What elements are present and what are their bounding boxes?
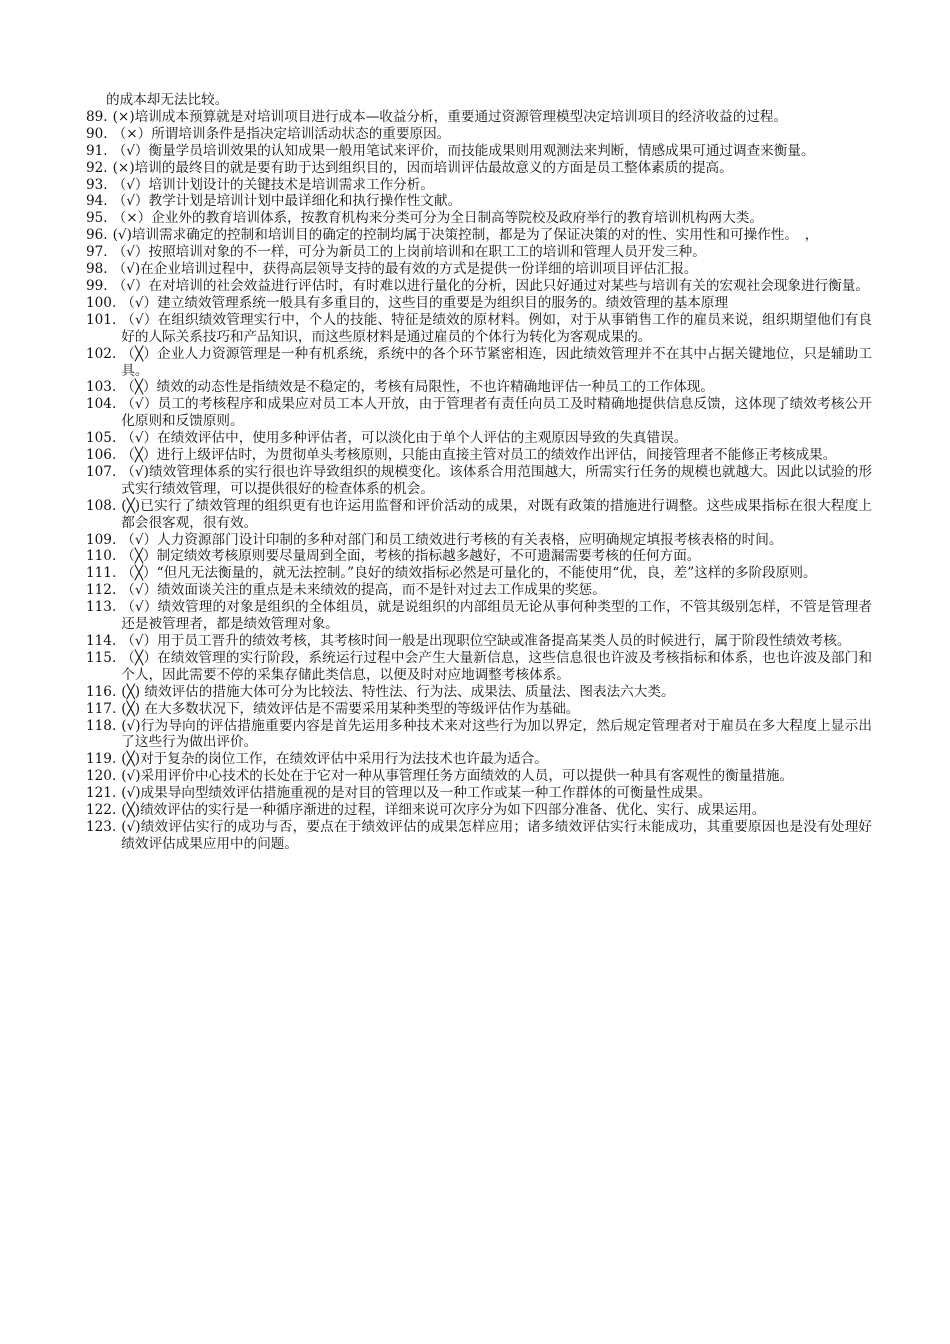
item-number: 122. xyxy=(86,802,117,819)
item-text: （╳）制定绩效考核原则要尽量周到全面，考核的指标越多越好，不可遗漏需要考核的任何方面。 xyxy=(121,548,701,565)
item-number: 107. xyxy=(86,463,117,480)
item-text: （√）建立绩效管理系统一般具有多重目的，这些目的重要是为组织目的服务的。绩效管理的基本原理 xyxy=(121,294,729,311)
item-text: (╳)对于复杂的岗位工作，在绩效评估中采用行为法技术也许最为适合。 xyxy=(121,751,548,768)
item-text: （╳）进行上级评估时，为贯彻单头考核原则，只能由直接主管对员工的绩效作出评估，间接管理者不能修正考核成果。 xyxy=(121,447,837,464)
item-number: 114. xyxy=(86,633,117,649)
list-item xyxy=(86,143,872,160)
item-number: 115. xyxy=(86,649,117,666)
item-number: 102. xyxy=(86,345,117,362)
item-text: （√）在对培训的社会效益进行评估时，有时难以进行量化的分析，因此只好通过对某些与培训有关的宏观社会现象进行衡量。 xyxy=(112,277,869,294)
item-text: （√）人力资源部门设计印制的多种对部门和员工绩效进行考核的有关表格，应明确规定填报考核表格的时间。 xyxy=(121,531,783,548)
list-item xyxy=(86,447,872,464)
list-item xyxy=(86,785,872,802)
item-number: 123. xyxy=(86,818,117,835)
item-text: （√）衡量学员培训效果的认知成果一般用笔试来评价，而技能成果则用观测法来判断，情感成果可通过调查来衡量。 xyxy=(112,142,815,159)
list-item xyxy=(86,177,872,194)
item-number: 90. xyxy=(86,125,108,142)
list-item xyxy=(86,295,872,312)
list-item xyxy=(86,160,872,177)
list-item xyxy=(86,396,872,430)
list-item xyxy=(86,548,872,565)
item-number: 94. xyxy=(86,193,108,210)
list-item xyxy=(86,684,872,701)
item-text: （╳）“但凡无法衡量的，就无法控制。”良好的绩效指标必然是可量化的，不能使用“优，良，差”这样的多阶段原则。 xyxy=(121,565,817,582)
list-item xyxy=(86,633,872,650)
item-number: 117. xyxy=(86,700,117,717)
item-text: (√)绩效评估实行的成功与否，要点在于绩效评估的成果怎样应用；诸多绩效评估实行未能成功，其重要原因也是没有处理好绩效评估成果应用中的问题。 xyxy=(121,818,872,852)
item-text: (╳) 绩效评估的措施大体可分为比较法、特性法、行为法、成果法、质量法、图表法六大类。 xyxy=(121,683,675,700)
item-number: 120. xyxy=(86,768,117,785)
item-number: 119. xyxy=(86,751,117,768)
item-text: （╳）绩效的动态性是指绩效是不稳定的，考核有局限性，不也许精确地评估一种员工的工作体现。 xyxy=(121,379,714,396)
list-item xyxy=(86,227,872,244)
continued-paragraph: 的成本却无法比较。 xyxy=(106,92,229,108)
list-item xyxy=(86,278,872,295)
list-item xyxy=(86,751,872,768)
item-text: (×)培训的最终目的就是要有助于达到组织目的，因而培训评估最故意义的方面是员工整体素质的提高。 xyxy=(112,159,733,176)
list-item xyxy=(86,109,872,126)
list-item xyxy=(86,599,872,633)
document-page xyxy=(86,92,872,853)
item-number: 111. xyxy=(86,565,117,582)
statement-list xyxy=(86,109,872,853)
item-text: （╳）企业人力资源管理是一种有机系统，系统中的各个环节紧密相连，因此绩效管理并不在其中占据关键地位，只是辅助工具。 xyxy=(121,345,872,379)
item-text: （×）所谓培训条件是指决定培训活动状态的重要原因。 xyxy=(112,125,451,142)
item-number: 100. xyxy=(86,294,117,311)
item-text: (√)行为导向的评估措施重要内容是首先运用多种技术来对这些行为加以界定，然后规定管理者对于雇员在多大程度上显示出了这些行为做出评价。 xyxy=(121,717,872,751)
item-number: 110. xyxy=(86,548,117,565)
item-text: (╳)绩效评估的实行是一种循序渐进的过程，详细来说可次序分为如下四部分准备、优化、实行、成果运用。 xyxy=(121,802,766,819)
item-text: （√）绩效管理的对象是组织的全体组员，就是说组织的内部组员无论从事何种类型的工作，不管其级别怎样，不管是管理者还是被管理者，都是绩效管理对象。 xyxy=(121,599,872,633)
list-item xyxy=(86,498,872,532)
item-text: （√）绩效面谈关注的重点是未来绩效的提高，而不是针对过去工作成果的奖惩。 xyxy=(121,582,606,599)
item-number: 118. xyxy=(86,717,117,734)
list-item xyxy=(86,819,872,853)
list-item xyxy=(86,718,872,752)
item-text: （√）培训计划设计的关键技术是培训需求工作分析。 xyxy=(112,176,434,193)
item-text: （√)在企业培训过程中，获得高层领导支持的最有效的方式是提供一份详细的培训项目评估汇报。 xyxy=(112,261,698,278)
item-number: 95. xyxy=(86,210,108,227)
list-item xyxy=(86,261,872,278)
item-text: (√)培训需求确定的控制和培训目的确定的控制均属于决策控制，都是为了保证决策的对的性、实用性和可操作性。 ， xyxy=(112,227,819,244)
item-number: 98. xyxy=(86,261,108,278)
item-number: 116. xyxy=(86,683,117,700)
list-item xyxy=(86,768,872,785)
item-number: 121. xyxy=(86,785,117,802)
item-number: 106. xyxy=(86,447,117,464)
item-text: （×）企业外的教育培训体系，按教育机构来分类可分为全日制高等院校及政府举行的教育培训机构两大类。 xyxy=(112,210,763,227)
item-number: 89. xyxy=(86,108,108,125)
item-number: 101. xyxy=(86,311,117,328)
list-item xyxy=(86,210,872,227)
list-item xyxy=(86,430,872,447)
list-item xyxy=(86,464,872,498)
item-text: （√）用于员工晋升的绩效考核，其考核时间一般是出现职位空缺或准备提高某类人员的时候进行，属于阶段性绩效考核。 xyxy=(121,633,851,649)
item-number: 92. xyxy=(86,159,108,176)
item-text: （√)绩效管理体系的实行很也许导致组织的规模变化。该体系合用范围越大，所需实行任务的规模也就越大。因此以试验的形式实行绩效管理，可以提供很好的检查体系的机会。 xyxy=(121,463,872,497)
list-item xyxy=(86,582,872,599)
list-item xyxy=(86,379,872,396)
item-text: (╳) 在大多数状况下，绩效评估是不需要采用某种类型的等级评估作为基础。 xyxy=(121,700,580,717)
item-number: 103. xyxy=(86,379,117,396)
item-number: 91. xyxy=(86,142,108,159)
list-item xyxy=(86,126,872,143)
list-item xyxy=(86,802,872,819)
item-number: 109. xyxy=(86,531,117,548)
item-number: 93. xyxy=(86,176,108,193)
list-item xyxy=(86,244,872,261)
item-number: 113. xyxy=(86,599,117,616)
item-text: (╳)已实行了绩效管理的组织更有也许运用监督和评价活动的成果，对既有政策的措施进行调整。这些成果指标在很大程度上都会很客观，很有效。 xyxy=(121,497,872,531)
item-number: 108. xyxy=(86,497,117,514)
item-number: 96. xyxy=(86,227,108,244)
item-text: （╳）在绩效管理的实行阶段，系统运行过程中会产生大量新信息，这些信息很也许波及考核指标和体系，也也许波及部门和个人，因此需要不停的采集存储此类信息，以便及时对应地调整考核体系。 xyxy=(121,649,872,683)
item-text: (√)成果导向型绩效评估措施重视的是对目的管理以及一种工作或某一种工作群体的可衡量性成果。 xyxy=(121,785,712,802)
list-item xyxy=(86,346,872,380)
item-number: 112. xyxy=(86,582,117,599)
item-text: （√）在绩效评估中，使用多种评估者，可以淡化由于单个人评估的主观原因导致的失真错误。 xyxy=(121,430,688,447)
list-item xyxy=(86,701,872,718)
list-item xyxy=(86,532,872,549)
list-item xyxy=(86,312,872,346)
item-text: （√）在组织绩效管理实行中，个人的技能、特征是绩效的原材料。例如，对于从事销售工作的雇员来说，组织期望他们有良好的人际关系技巧和产品知识，而这些原材料是通过雇员的个体行为转化为客观成果的。 xyxy=(121,311,872,345)
item-text: （√）按照培训对象的不一样，可分为新员工的上岗前培训和在职工工的培训和管理人员开发三种。 xyxy=(112,244,706,261)
list-item xyxy=(86,650,872,684)
item-text: （√）教学计划是培训计划中最详细化和执行操作性文献。 xyxy=(112,193,462,210)
item-text: （√）员工的考核程序和成果应对员工本人开放，由于管理者有责任向员工及时精确地提供信息反馈，这体现了绩效考核公开化原则和反馈原则。 xyxy=(121,396,872,430)
item-number: 99. xyxy=(86,277,108,294)
item-number: 104. xyxy=(86,396,117,413)
list-item xyxy=(86,565,872,582)
item-text: (√)采用评价中心技术的长处在于它对一种从事管理任务方面绩效的人员，可以提供一种具有客观性的衡量措施。 xyxy=(121,768,794,785)
list-item xyxy=(86,193,872,210)
item-text: (×)培训成本预算就是对培训项目进行成本—收益分析，重要通过资源管理模型决定培训项目的经济收益的过程。 xyxy=(112,108,788,125)
item-number: 97. xyxy=(86,244,108,261)
item-number: 105. xyxy=(86,430,117,447)
